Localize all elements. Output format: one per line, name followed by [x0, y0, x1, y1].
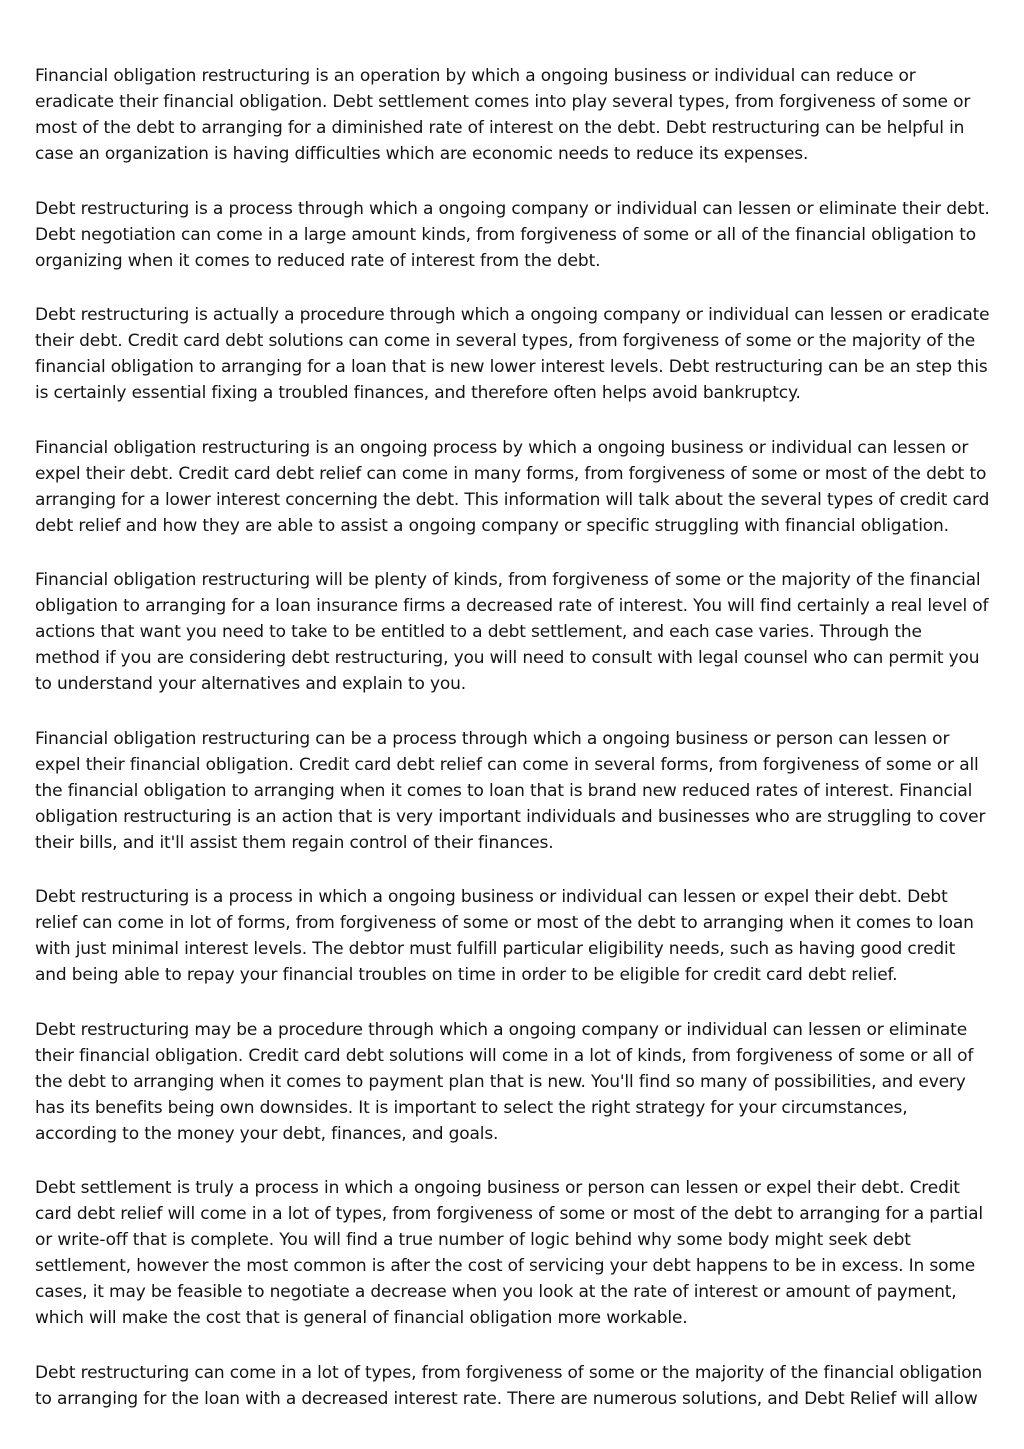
paragraph-10: Debt restructuring can come in a lot of types, from forgiveness of some or the majority of the financial obligation to arranging for the loan with a decreased interest rate. There are numerous solutions, and Debt Relief will allow: [35, 1362, 983, 1409]
paragraph-1: Financial obligation restructuring is an operation by which a ongoing business or individual can reduce or eradicate their financial obligation. Debt settlement comes into play several types, from forgiveness of some or most of the debt to arranging for a diminished rate of interest on the debt. Debt restructuring can be helpful in case an organization is having difficulties which are economic needs to reduce its expenses.: [35, 66, 971, 164]
document-body: [35, 63, 990, 1440]
paragraph-2: Debt restructuring is a process through which a ongoing company or individual can lessen or eliminate their debt. Debt negotiation can come in a large amount kinds, from forgiveness of some or all of the financial obligation to organizing when it comes to reduced rate of interest from the debt.: [35, 198, 990, 271]
paragraph-7: Debt restructuring is a process in which a ongoing business or individual can lessen or expel their debt. Debt relief can come in lot of forms, from forgiveness of some or most of the debt to arranging when it comes to loan with just minimal interest levels. The debtor must fulfill particular eligibility needs, such as having good credit and being able to repay your financial troubles on time in order to be eligible for credit card debt relief.: [35, 887, 974, 985]
paragraph-4: Financial obligation restructuring is an ongoing process by which a ongoing business or individual can lessen or expel their debt. Credit card debt relief can come in many forms, from forgiveness of some or most of the debt to arranging for a lower interest concerning the debt. This information will talk about the several types of credit card debt relief and how they are able to assist a ongoing company or specific struggling with financial obligation.: [35, 437, 990, 536]
paragraph-6: Financial obligation restructuring can be a process through which a ongoing business or person can lessen or expel their financial obligation. Credit card debt relief can come in several forms, from forgiveness of some or all the financial obligation to arranging when it comes to loan that is brand new reduced rates of interest. Financial obligation restructuring is an action that is very important individuals and businesses who are struggling to cover their bills, and it'll assist them regain control of their finances.: [35, 728, 986, 853]
paragraph-3: Debt restructuring is actually a procedure through which a ongoing company or individual can lessen or eradicate their debt. Credit card debt solutions can come in several types, from forgiveness of some or the majority of the financial obligation to arranging for a loan that is new lower interest levels. Debt restructuring can be an step this is certainly essential fixing a troubled finances, and therefore often helps avoid bankruptcy.: [35, 305, 990, 403]
paragraph-9: Debt settlement is truly a process in which a ongoing business or person can lessen or expel their debt. Credit card debt relief will come in a lot of types, from forgiveness of some or most of the debt to arranging for a partial or write-off that is complete. You will find a true number of logic behind why some body might seek debt settlement, however the most common is after the cost of servicing your debt happens to be in excess. In some cases, it may be feasible to negotiate a decrease when you look at the rate of interest or amount of payment, which will make the cost that is general of financial obligation more workable.: [35, 1178, 983, 1328]
paragraph-8: Debt restructuring may be a procedure through which a ongoing company or individual can lessen or eliminate their financial obligation. Credit card debt solutions will come in a lot of kinds, from forgiveness of some or all of the debt to arranging when it comes to payment plan that is new. You'll find so many of possibilities, and every has its benefits being own downsides. It is important to select the right strategy for your circumstances, according to the money your debt, finances, and goals.: [35, 1019, 974, 1144]
paragraph-5: Financial obligation restructuring will be plenty of kinds, from forgiveness of some or the majority of the financial obligation to arranging for a loan insurance firms a decreased rate of interest. You will find certainly a real level of actions that want you need to take to be entitled to a debt settlement, and each case varies. Through the method if you are considering debt restructuring, you will need to consult with legal counsel who can permit you to understand your alternatives and explain to you.: [35, 570, 989, 694]
